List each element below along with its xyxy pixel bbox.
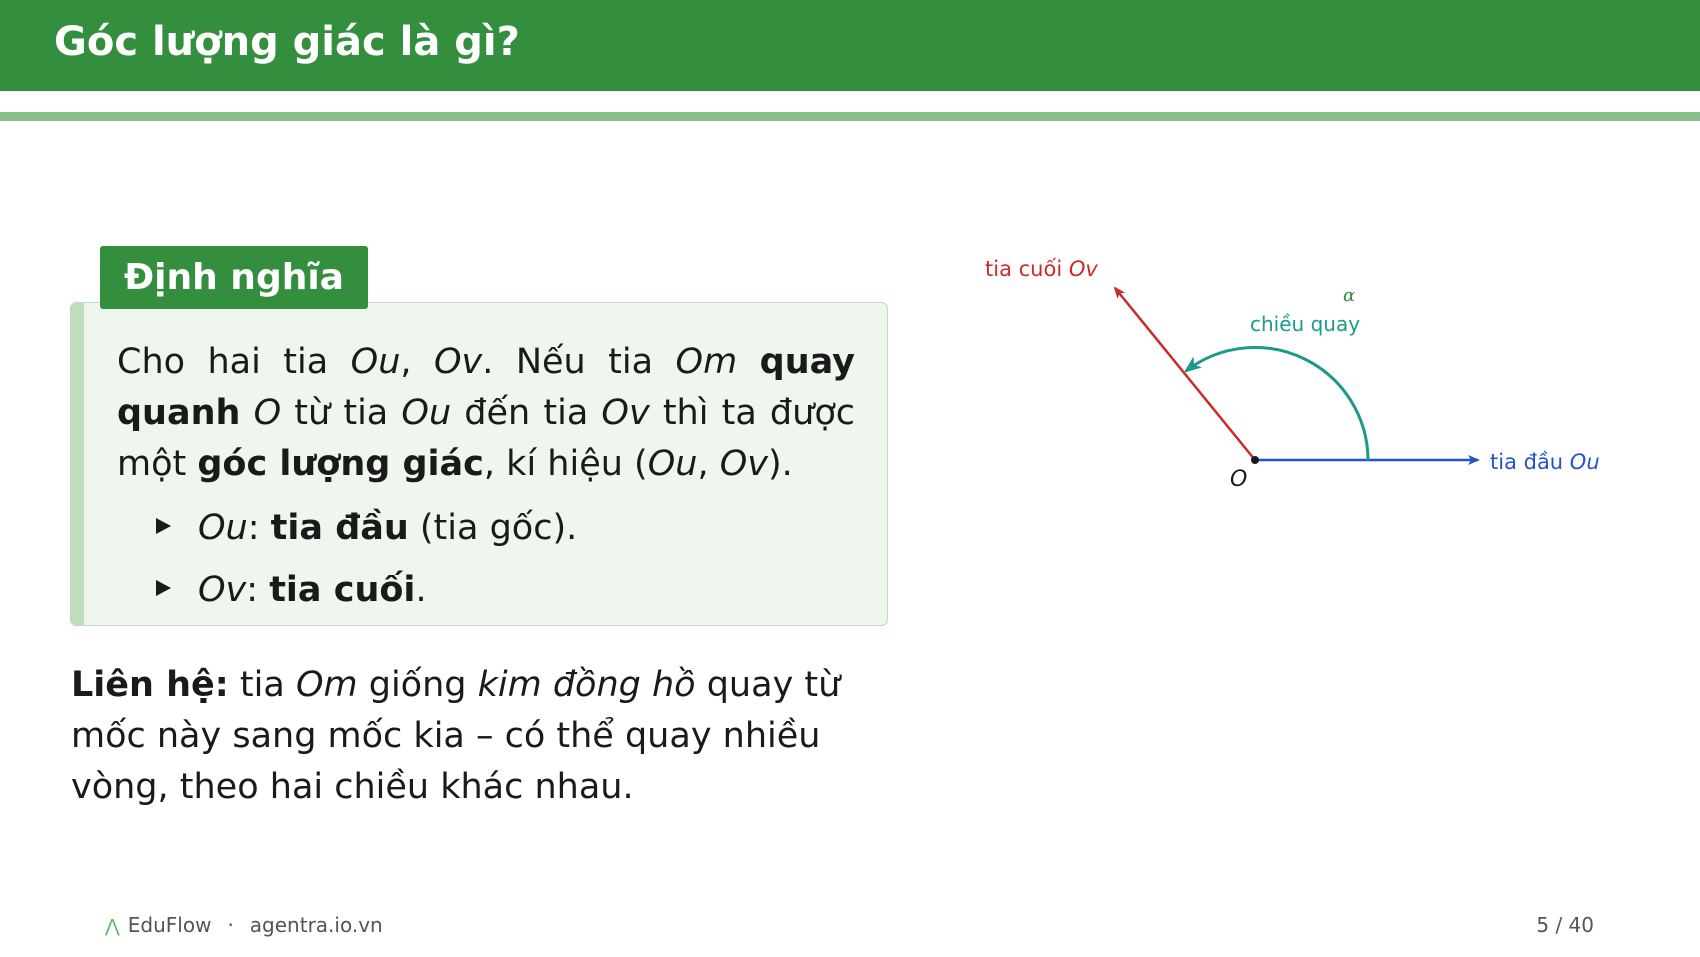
symbol-o: O: [253, 393, 282, 433]
footer-brand-name: EduFlow: [127, 913, 212, 937]
rotation-arc: [1186, 347, 1368, 460]
contact-emphasis: kim đồng hồ: [477, 665, 696, 705]
rotation-label: chiều quay: [1250, 312, 1361, 336]
symbol-ov: Ov: [433, 342, 483, 382]
page-number: 5 / 40: [1536, 913, 1594, 937]
contact-text-part: tia: [228, 665, 296, 705]
symbol-om: Om: [675, 342, 738, 382]
definition-text-part: từ tia: [281, 393, 402, 433]
footer-brand: [105, 910, 383, 942]
origin-label: O: [1230, 467, 1248, 492]
bullet-triangle-icon: [156, 580, 171, 596]
definition-text-part: [240, 393, 253, 433]
terminal-ray-label-text: tia cuối: [985, 257, 1069, 281]
footer-separator: ·: [227, 913, 234, 937]
definition-text-part: ).: [767, 444, 793, 484]
symbol-ov: Ov: [719, 444, 768, 484]
definition-label: Định nghĩa: [100, 246, 368, 309]
definition-text-part: [737, 342, 759, 382]
contact-lead: Liên hệ:: [71, 665, 229, 705]
term-goc-luong-giac: góc lượng giác: [197, 444, 484, 484]
origin-point: [1251, 456, 1259, 464]
bullet-term: tia đầu: [270, 508, 409, 548]
bullet-rest: .: [415, 570, 427, 610]
terminal-ray-label: [985, 257, 1098, 281]
definition-bullets: [156, 497, 836, 621]
bullet-rest: (tia gốc).: [408, 508, 578, 548]
definition-text-part: . Nếu tia: [482, 342, 676, 382]
term-quay-quanh: quay quanh: [117, 342, 855, 433]
angle-diagram: [960, 230, 1620, 520]
definition-text-part: ,: [697, 444, 720, 484]
bullet-item-tia-dau: [156, 497, 836, 559]
definition-text-part: ,: [400, 342, 434, 382]
definition-text-part: thì ta được một: [117, 393, 855, 484]
slide-title: Góc lượng giác là gì?: [54, 19, 520, 65]
footer-site-link[interactable]: agentra.io.vn: [249, 913, 383, 937]
bullet-triangle-icon: [156, 518, 171, 534]
symbol-om: Om: [295, 665, 358, 705]
symbol-ou: Ou: [647, 444, 698, 484]
contact-paragraph: [71, 660, 871, 813]
initial-ray-label: [1490, 450, 1600, 474]
definition-box-accent: [71, 303, 84, 625]
bullet-symbol: Ou: [198, 508, 248, 548]
contact-text-part: quay từ mốc này sang mốc kia – có thể quay nhiều vòng, theo hai chiều khác nhau.: [71, 665, 841, 807]
definition-text-part: đến tia: [451, 393, 602, 433]
bullet-separator: :: [247, 508, 271, 548]
terminal-ray: [1115, 288, 1255, 460]
bullet-item-tia-cuoi: [156, 559, 836, 621]
eduflow-logo-icon: ⋀: [105, 916, 120, 937]
definition-text-part: Cho hai tia: [117, 342, 351, 382]
alpha-label: α: [1343, 285, 1356, 306]
symbol-ou: Ou: [350, 342, 401, 382]
header-divider: [0, 112, 1700, 121]
symbol-ov: Ov: [601, 393, 650, 433]
bullet-symbol: Ov: [198, 570, 247, 610]
contact-text-part: giống: [357, 665, 478, 705]
symbol-ou: Ou: [401, 393, 452, 433]
definition-text-part: , kí hiệu (: [483, 444, 648, 484]
bullet-separator: :: [246, 570, 270, 610]
bullet-term: tia cuối: [269, 570, 416, 610]
terminal-ray-symbol: Ov: [1068, 257, 1098, 281]
initial-ray-label-text: tia đầu: [1490, 450, 1570, 474]
initial-ray-symbol: Ou: [1569, 450, 1600, 474]
definition-text: [117, 337, 855, 490]
